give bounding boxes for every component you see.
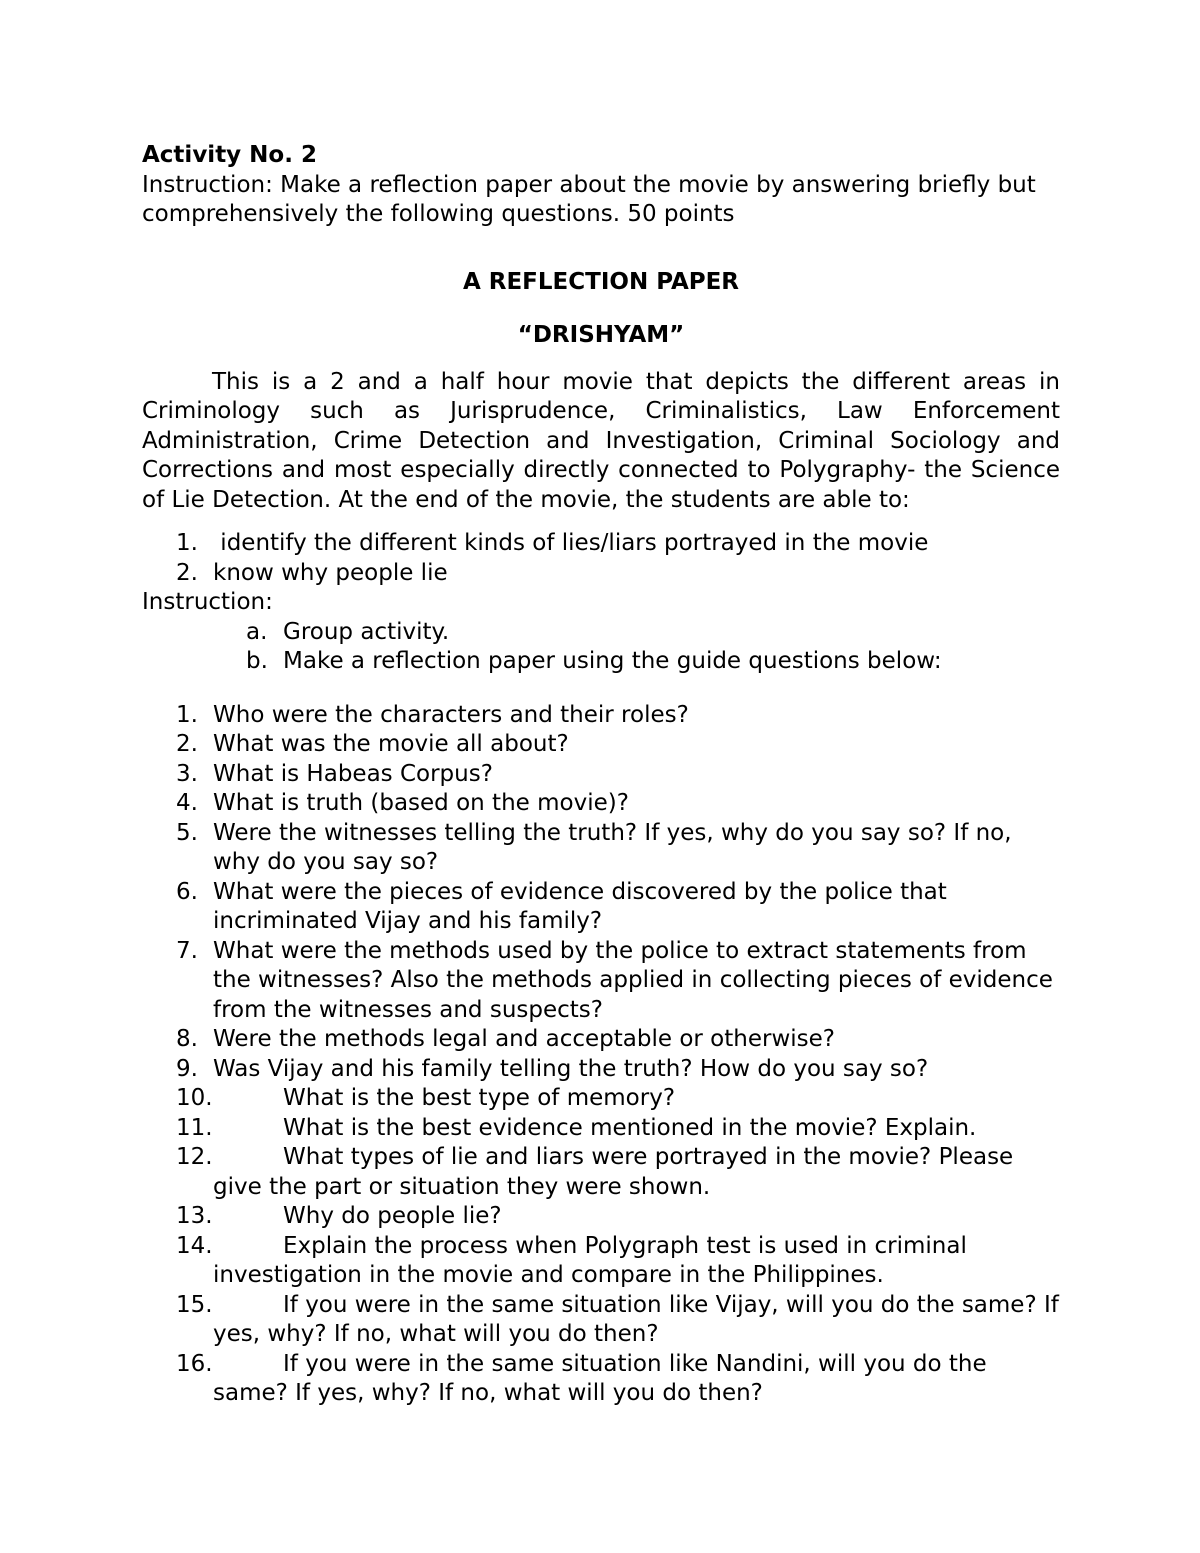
list-text: know why people lie — [213, 559, 448, 586]
list-number: 1. — [176, 701, 198, 728]
activity-title: Activity No. 2 — [142, 142, 317, 168]
list-text: Were the methods legal and acceptable or otherwise? — [213, 1026, 835, 1052]
list-item — [142, 1143, 1060, 1202]
list-item — [142, 1202, 1060, 1232]
list-number: 3. — [176, 760, 198, 787]
list-item — [142, 1055, 1060, 1085]
document-content — [142, 141, 1060, 1409]
list-item — [142, 618, 1060, 648]
objectives-list — [142, 529, 1060, 588]
list-number: 16. — [176, 1350, 213, 1377]
list-number: 10. — [176, 1085, 213, 1111]
movie-title: “DRISHYAM” — [517, 322, 685, 348]
list-text: What were the pieces of evidence discovered by the police that incriminated Vijay and his family? — [213, 878, 947, 934]
list-item — [142, 1350, 1060, 1409]
list-item — [142, 819, 1060, 878]
list-item — [142, 878, 1060, 937]
list-number: 14. — [176, 1232, 213, 1259]
paper-title: A REFLECTION PAPER — [462, 268, 740, 295]
list-number: 9. — [176, 1055, 198, 1082]
list-item — [142, 647, 1060, 677]
list-item — [142, 1084, 1060, 1114]
list-number: 6. — [176, 878, 198, 905]
list-item — [142, 701, 1060, 731]
list-number: 8. — [176, 1026, 198, 1052]
list-text: Who were the characters and their roles? — [213, 701, 689, 728]
list-text: What is the best type of memory? — [283, 1085, 676, 1111]
list-item — [142, 1232, 1060, 1291]
list-item — [142, 789, 1060, 819]
list-item — [142, 760, 1060, 790]
list-text: identify the different kinds of lies/liars portrayed in the movie — [213, 530, 929, 556]
guide-questions-list — [142, 701, 1060, 1409]
intro-paragraph: This is a 2 and a half hour movie that depicts the different areas in Criminology such as Jurisprudence, Criminalistics, Law Enforcement Administration, Crime Detection and Investigation, Criminal Sociology and Corrections and most especially directly connected to Polygraphy- the Science of Lie Detection. At the end of the movie, the students are able to: — [142, 368, 1060, 513]
list-number: 15. — [176, 1291, 213, 1318]
activity-instruction: Instruction: Make a reflection paper about the movie by answering briefly but comprehensively the following questions. 50 points — [142, 171, 1036, 227]
list-text: If you were in the same situation like Vijay, will you do the same? If yes, why? If no, what will you do then? — [213, 1291, 1059, 1347]
list-number: 12. — [176, 1144, 213, 1170]
steps-list — [142, 618, 1060, 677]
list-letter: a. — [246, 618, 268, 645]
list-number: 4. — [176, 790, 198, 816]
list-text: If you were in the same situation like Nandini, will you do the same? If yes, why? If no, what will you do then? — [213, 1350, 987, 1406]
list-item — [142, 559, 1060, 589]
list-item — [142, 1114, 1060, 1144]
list-number: 1. — [176, 530, 198, 556]
list-item — [142, 937, 1060, 1026]
list-number: 13. — [176, 1203, 213, 1229]
list-text: Why do people lie? — [283, 1203, 502, 1229]
list-item — [142, 1291, 1060, 1350]
list-number: 2. — [176, 559, 198, 586]
list-text: Group activity. — [283, 618, 450, 645]
list-number: 5. — [176, 819, 198, 846]
list-text: What is truth (based on the movie)? — [213, 790, 629, 816]
list-text: Explain the process when Polygraph test is used in criminal investigation in the movie and compare in the Philippines. — [213, 1232, 967, 1288]
list-number: 2. — [176, 731, 198, 757]
list-text: What were the methods used by the police to extract statements from the witnesses? Also the methods applied in collecting pieces of evidence from the witnesses and suspects? — [213, 937, 1053, 1023]
list-item — [142, 1025, 1060, 1055]
list-text: What was the movie all about? — [213, 731, 569, 757]
list-text: Make a reflection paper using the guide questions below: — [283, 648, 942, 674]
list-item — [142, 529, 1060, 559]
list-letter: b. — [246, 648, 268, 674]
list-number: 7. — [176, 937, 198, 964]
list-number: 11. — [176, 1114, 213, 1141]
list-text: Were the witnesses telling the truth? If yes, why do you say so? If no, why do you say so? — [213, 819, 1012, 875]
list-item — [142, 730, 1060, 760]
list-text: What is Habeas Corpus? — [213, 760, 493, 787]
list-text: What is the best evidence mentioned in the movie? Explain. — [283, 1114, 977, 1141]
list-text: Was Vijay and his family telling the truth? How do you say so? — [213, 1055, 929, 1082]
list-text: What types of lie and liars were portrayed in the movie? Please give the part or situation they were shown. — [213, 1144, 1014, 1200]
instruction-label: Instruction: — [142, 589, 273, 615]
